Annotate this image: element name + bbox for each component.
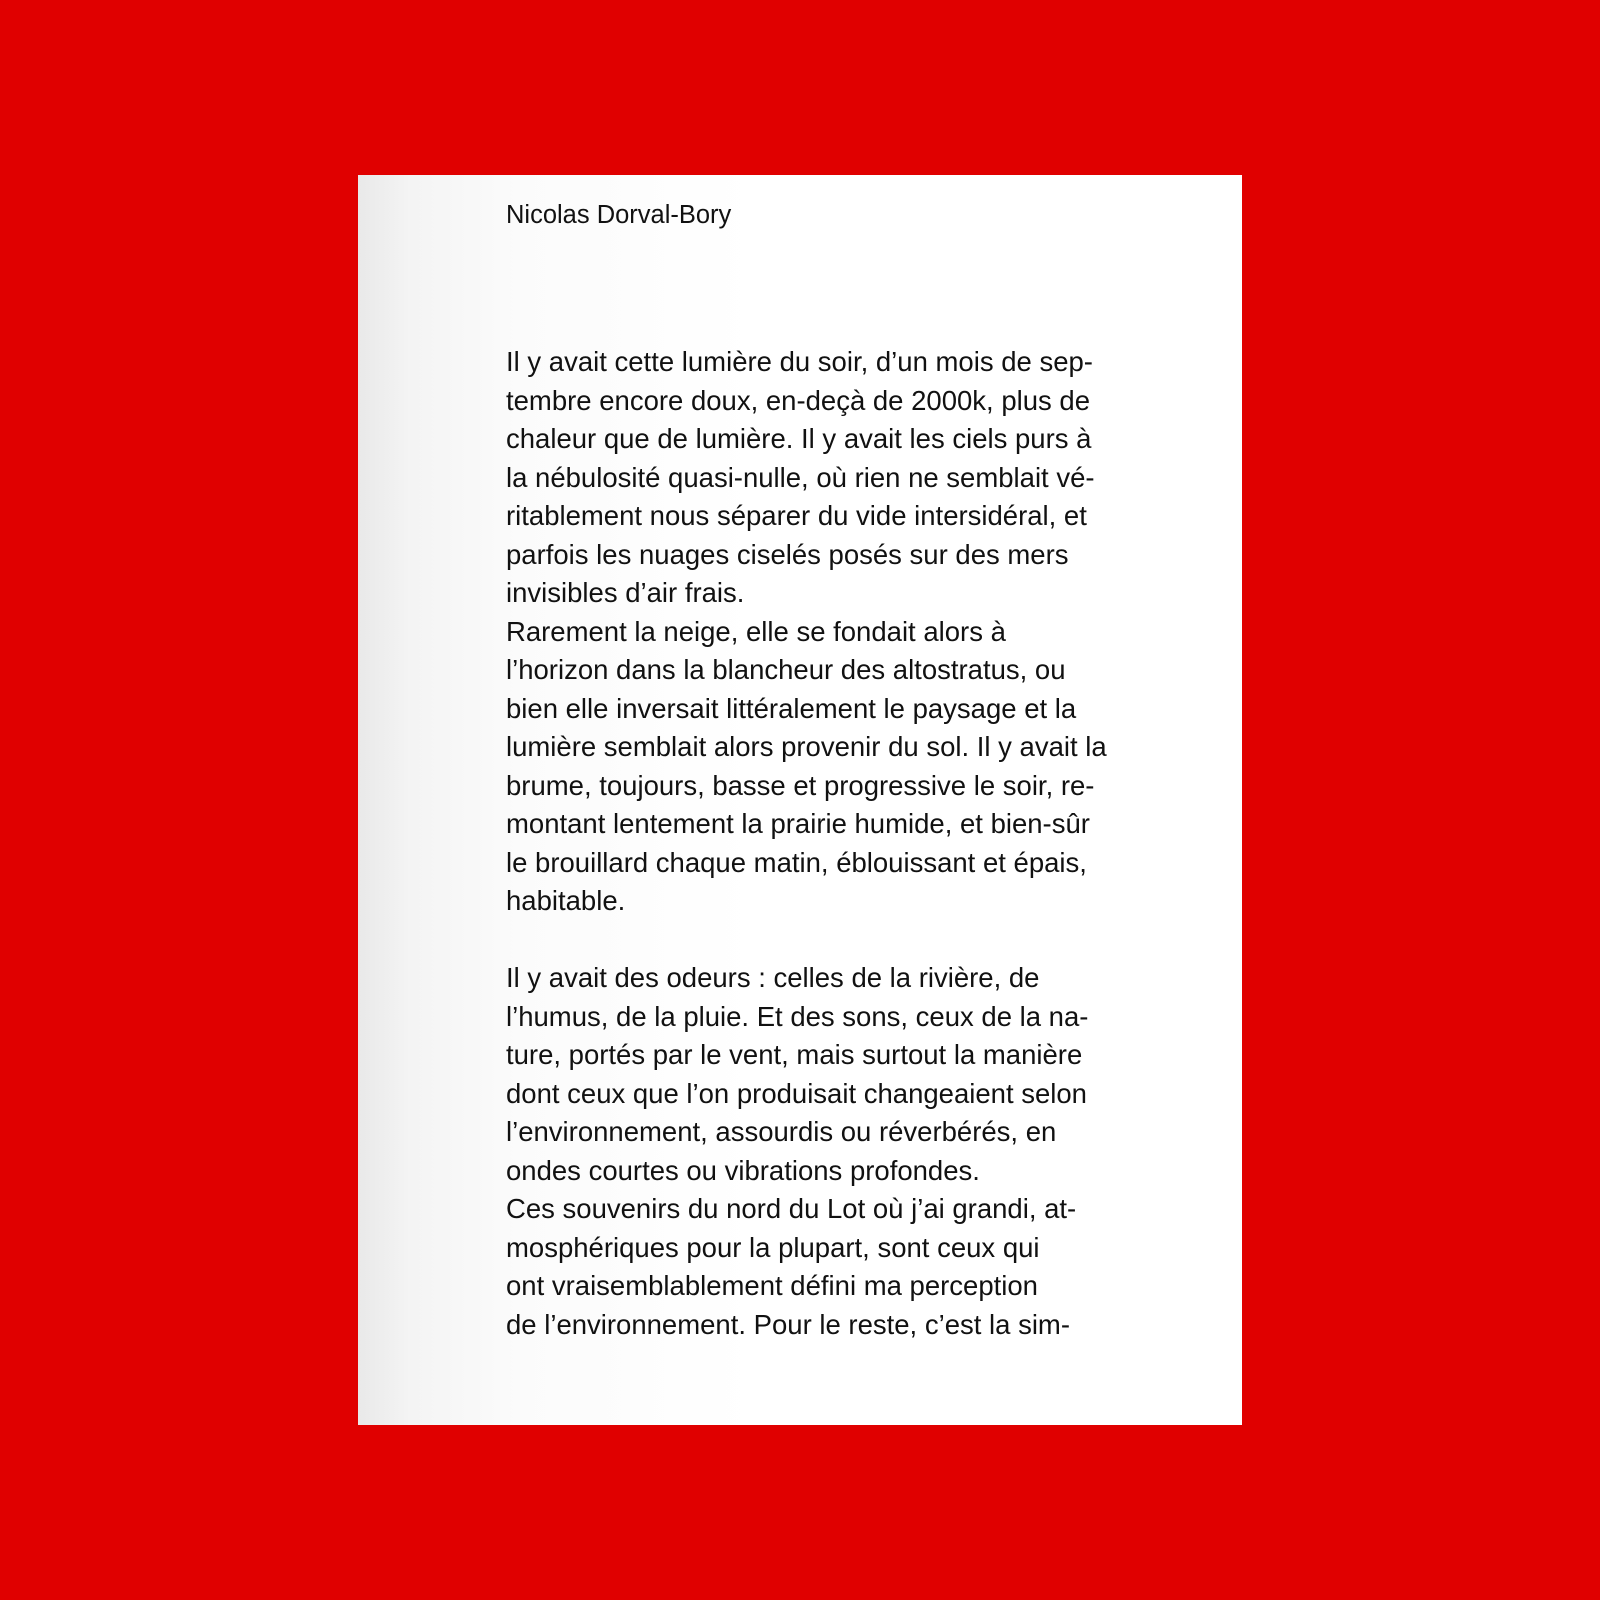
text-line: Il y avait des odeurs : celles de la rivière, de bbox=[506, 962, 1040, 993]
text-line: l’humus, de la pluie. Et des sons, ceux de la na- bbox=[506, 1000, 1089, 1032]
text-line: lumière semblait alors provenir du sol. Il y avait la bbox=[506, 731, 1107, 762]
text-line: invisibles d’air frais. bbox=[506, 577, 745, 608]
text-line: brume, toujours, basse et progressive le soir, re- bbox=[506, 769, 1095, 801]
paragraph-block-2 bbox=[506, 959, 1088, 1344]
text-line: parfois les nuages ciselés posés sur des mers bbox=[506, 538, 1069, 570]
author-name: Nicolas Dorval-Bory bbox=[506, 201, 732, 229]
document-page bbox=[358, 175, 1242, 1425]
text-line: ture, portés par le vent, mais surtout la manière bbox=[506, 1039, 1083, 1070]
text-line: Ces souvenirs du nord du Lot où j’ai grandi, at- bbox=[506, 1193, 1077, 1224]
text-line: de l’environnement. Pour le reste, c’est la sim- bbox=[506, 1308, 1070, 1340]
text-line: ritablement nous séparer du vide intersidéral, et bbox=[506, 500, 1087, 531]
text-line: le brouillard chaque matin, éblouissant et épais, bbox=[506, 846, 1087, 878]
text-line: bien elle inversait littéralement le paysage et la bbox=[506, 692, 1077, 724]
text-line: l’horizon dans la blancheur des altostratus, ou bbox=[506, 654, 1066, 685]
text-line: l’environnement, assourdis ou réverbérés, en bbox=[506, 1116, 1057, 1147]
text-line: montant lentement la prairie humide, et bien-sûr bbox=[506, 808, 1090, 839]
text-line: dont ceux que l’on produisait changeaient selon bbox=[506, 1077, 1087, 1109]
text-line: mosphériques pour la plupart, sont ceux qui bbox=[506, 1231, 1040, 1263]
text-line: tembre encore doux, en-deçà de 2000k, plus de bbox=[506, 384, 1090, 416]
text-line: la nébulosité quasi-nulle, où rien ne semblait vé- bbox=[506, 461, 1095, 493]
paragraph-block-1 bbox=[506, 343, 1107, 921]
text-line: Il y avait cette lumière du soir, d’un mois de sep- bbox=[506, 346, 1093, 377]
text-line: habitable. bbox=[506, 885, 626, 916]
text-line: Rarement la neige, elle se fondait alors à bbox=[506, 615, 1006, 647]
text-line: chaleur que de lumière. Il y avait les ciels purs à bbox=[506, 423, 1092, 454]
text-line: ondes courtes ou vibrations profondes. bbox=[506, 1154, 980, 1186]
text-line: ont vraisemblablement défini ma perception bbox=[506, 1270, 1038, 1301]
